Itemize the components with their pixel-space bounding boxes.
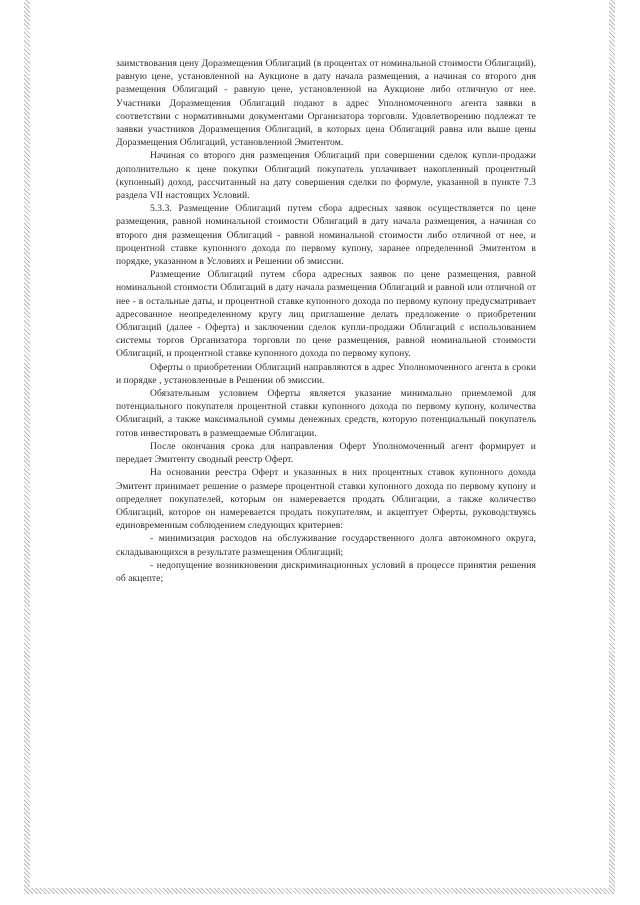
paragraph-9: - минимизация расходов на обслуживание государственного долга автономного округа, складывающихся в результате размещения Облигаций; xyxy=(116,533,536,558)
paragraph-6: Обязательным условием Оферты является указание минимально приемлемой для потенциального покупателя процентной ставки купонного дохода по первому купону, количества Облигаций, а также максимальной суммы денежных средств, которую потенциальный покупатель готов инвестировать в размещаемые Облигации. xyxy=(116,388,536,439)
paragraph-1: заимствования цену Доразмещения Облигаций (в процентах от номинальной стоимости Облигаций), равную цене, установленной на Аукционе в дату начала размещения, а начиная со второго дня размещения Облигаций - равную цене, установленной на Аукционе либо отличную от нее. Участники Доразмещения Облигаций подают в адрес Уполномоченного агента заявки в соответствии с нормативными документами Организатора торговли. Удовлетворению подлежат те заявки участников Доразмещения Облигаций, в которых цена Облигаций равна или выше цены Доразмещения Облигаций, установленной Эмитентом. xyxy=(116,58,536,149)
paragraph-10: - недопущение возникновения дискриминационных условий в процессе принятия решения об акцепте; xyxy=(116,559,536,584)
document-body xyxy=(116,57,536,585)
paragraph-3: 5.3.3. Размещение Облигаций путем сбора адресных заявок осуществляется по цене размещения, равной номинальной стоимости Облигаций в дату начала размещения, а начиная со второго дня размещения Облигаций - равной номинальной стоимости либо отличной от нее, и процентной ставке купонного дохода по первому купону, заранее определенной Эмитентом в порядке, указанном в Условиях и Решении об эмиссии. xyxy=(116,203,536,268)
paragraph-7: После окончания срока для направления Оферт Уполномоченный агент формирует и передает Эмитенту сводный реестр Оферт. xyxy=(116,440,536,466)
paragraph-2: Начиная со второго дня размещения Облигаций при совершении сделок купли-продажи дополнительно к цене покупки Облигаций покупатель уплачивает накопленный процентный (купонный) доход, рассчитанный на дату совершения сделки по формуле, указанной в пункте 7.3 раздела VII настоящих Условий. xyxy=(116,150,536,202)
paragraph-4: Размещение Облигаций путем сбора адресных заявок по цене размещения, равной номинальной стоимости Облигаций в дату начала размещения Облигаций и равной или отличной от нее - в остальные даты, и процентной ставке купонного дохода по первому купону предусматривает адресованное неопределенному кругу лиц приглашение делать предложение о приобретении Облигаций (далее - Оферта) и заключении сделок купли-продажи Облигаций с использованием системы торгов Организатора торговли по цене размещения, равной номинальной стоимости Облигаций, и процентной ставке купонного дохода по первому купону. xyxy=(116,269,536,360)
paragraph-5: Оферты о приобретении Облигаций направляются в адрес Уполномоченного агента в сроки и порядке , установленные в Решении об эмиссии. xyxy=(116,361,536,386)
paragraph-8: На основании реестра Оферт и указанных в них процентных ставок купонного дохода Эмитент принимает решение о размере процентной ставки купонного дохода по первому купону и определяет покупателей, которым он намеревается продать Облигации, а также количество Облигаций, которое он намеревается продать покупателям, и акцептует Оферты, руководствуясь единовременным соблюдением следующих критериев: xyxy=(116,467,536,532)
